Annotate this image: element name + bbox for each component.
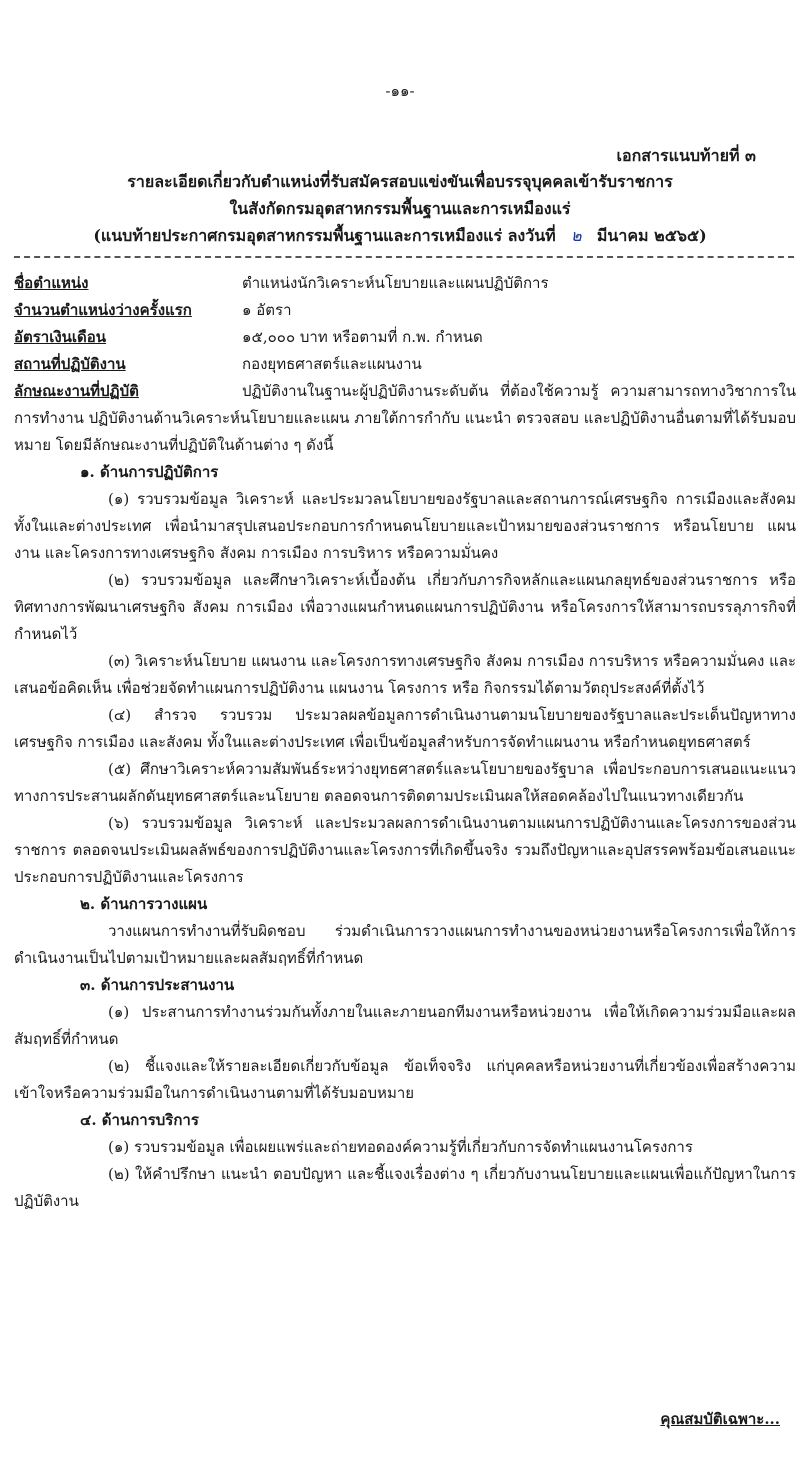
announcement-suffix: มีนาคม ๒๕๖๕)	[596, 226, 707, 245]
list-item: (๑) รวบรวมข้อมูล วิเคราะห์ และประมวลนโยบายของรัฐบาลและสถานการณ์เศรษฐกิจ การเมืองและสังคม ทั้งในและต่างประเทศ เพื่อนำมาสรุปเสนอประกอบการกำหนดนโยบายและเป้าหมายของส่วนราชการ หรือนโยบาย แผนงาน และโครงการทางเศรษฐกิจ สังคม การเมือง การบริหาร หรือความมั่นคง	[14, 490, 796, 562]
list-item: (๔) สำรวจ รวบรวม ประมวลผลข้อมูลการดำเนินงานตามนโยบายของรัฐบาลและประเด็นปัญหาทางเศรษฐกิจ การเมือง และสังคม ทั้งในและต่างประเทศ เพื่อเป็นข้อมูลสำหรับการจัดทำแผนงาน หรือกำหนดยุทธศาสตร์	[14, 706, 796, 751]
list-item: (๖) รวบรวมข้อมูล วิเคราะห์ และประมวลผลการดำเนินงานตามแผนการปฏิบัติงานและโครงการของส่วนราชการ ตลอดจนประเมินผลลัพธ์ของการปฏิบัติงานและโครงการที่เกิดขึ้นจริง รวมถึงปัญหาและอุปสรรคพร้อมข้อเสนอแนะประกอบการปฏิบัติงานและโครงการ	[14, 814, 796, 886]
list-item: วางแผนการทำงานที่รับผิดชอบ ร่วมดำเนินการวางแผนการทำงานของหน่วยงานหรือโครงการเพื่อให้การดำเนินงานเป็นไปตามเป้าหมายและผลสัมฤทธิ์ที่กำหนด	[14, 922, 796, 967]
info-row-salary	[14, 324, 796, 351]
list-item: (๑) ประสานการทำงานร่วมกันทั้งภายในและภายนอกทีมงานหรือหน่วยงาน เพื่อให้เกิดความร่วมมือและผลสัมฤทธิ์ที่กำหนด	[14, 1003, 796, 1048]
duty-label: ลักษณะงานที่ปฏิบัติ	[14, 382, 139, 400]
announcement-day-handwritten: ๒	[571, 226, 582, 245]
document-title	[0, 168, 800, 249]
info-row-vacancies	[14, 297, 796, 324]
section-heading-planning: ๒. ด้านการวางแผน	[80, 895, 208, 913]
info-row-position-name	[14, 270, 796, 297]
info-value: กองยุทธศาสตร์และแผนงาน	[242, 355, 422, 373]
section-heading-operations: ๑. ด้านการปฏิบัติการ	[80, 463, 219, 481]
page-number: -๑๑-	[385, 82, 415, 100]
title-line-2: ในสังกัดกรมอุตสาหกรรมพื้นฐานและการเหมืองแร่	[229, 199, 571, 218]
list-item: (๒) ชี้แจงและให้รายละเอียดเกี่ยวกับข้อมูล ข้อเท็จจริง แก่บุคคลหรือหน่วยงานที่เกี่ยวข้องเพื่อสร้างความเข้าใจหรือความร่วมมือในการดำเนินงานตามที่ได้รับมอบหมาย	[14, 1057, 796, 1102]
info-label: อัตราเงินเดือน	[14, 328, 107, 346]
list-item: (๓) วิเคราะห์นโยบาย แผนงาน และโครงการทางเศรษฐกิจ สังคม การเมือง การบริหาร หรือความมั่นคง และเสนอข้อคิดเห็น เพื่อช่วยจัดทำแผนการปฏิบัติงาน แผนงาน โครงการ หรือ กิจกรรมได้ตามวัตถุประสงค์ที่ตั้งไว้	[14, 652, 796, 697]
list-item: (๒) รวบรวมข้อมูล และศึกษาวิเคราะห์เบื้องต้น เกี่ยวกับภารกิจหลักและแผนกลยุทธ์ของส่วนราชการ หรือทิศทางการพัฒนาเศรษฐกิจ สังคม การเมือง เพื่อวางแผนกำหนดแผนการปฏิบัติงาน หรือโครงการให้สามารถบรรลุภารกิจที่กำหนดไว้	[14, 571, 796, 643]
info-value: ๑๕,๐๐๐ บาท หรือตามที่ ก.พ. กำหนด	[242, 328, 483, 346]
duty-description: ปฏิบัติงานในฐานะผู้ปฏิบัติงานระดับต้น ที่ต้องใช้ความรู้ ความสามารถทางวิชาการในการทำงาน ปฏิบัติงานด้านวิเคราะห์นโยบายและแผน ภายใต้การกำกับ แนะนำ ตรวจสอบ และปฏิบัติงานอื่นตามที่ได้รับมอบหมาย โดยมีลักษณะงานที่ปฏิบัติในด้านต่าง ๆ ดังนี้	[14, 382, 796, 454]
list-item: (๒) ให้คำปรึกษา แนะนำ ตอบปัญหา และชี้แจงเรื่องต่าง ๆ เกี่ยวกับงานนโยบายและแผนเพื่อแก้ปัญหาในการปฏิบัติงาน	[14, 1165, 796, 1210]
section-heading-coordination: ๓. ด้านการประสานงาน	[80, 976, 235, 994]
title-line-1: รายละเอียดเกี่ยวกับตำแหน่งที่รับสมัครสอบแข่งขันเพื่อบรรจุบุคคลเข้ารับราชการ	[127, 172, 673, 191]
info-row-workplace	[14, 351, 796, 378]
announcement-line	[0, 222, 800, 249]
info-label: สถานที่ปฏิบัติงาน	[14, 355, 126, 373]
info-label: ชื่อตำแหน่ง	[14, 274, 89, 292]
info-value: ๑ อัตรา	[242, 301, 292, 319]
next-page-continuation: คุณสมบัติเฉพาะ...	[660, 1410, 780, 1428]
list-item: (๕) ศึกษาวิเคราะห์ความสัมพันธ์ระหว่างยุทธศาสตร์และนโยบายของรัฐบาล เพื่อประกอบการเสนอแนะแนวทางการประสานผลักดันยุทธศาสตร์และนโยบาย ตลอดจนการติดตามประเมินผลให้สอดคล้องไปในแนวทางเดียวกัน	[14, 760, 796, 805]
attachment-label: เอกสารแนบท้ายที่ ๓	[616, 146, 756, 165]
list-item: (๑) รวบรวมข้อมูล เพื่อเผยแพร่และถ่ายทอดองค์ความรู้ที่เกี่ยวกับการจัดทำแผนงานโครงการ	[108, 1138, 693, 1156]
info-label: จำนวนตำแหน่งว่างครั้งแรก	[14, 301, 192, 319]
section-heading-service: ๔. ด้านการบริการ	[80, 1111, 199, 1129]
info-value: ตำแหน่งนักวิเคราะห์นโยบายและแผนปฏิบัติการ	[242, 274, 549, 292]
document-body	[14, 382, 796, 1215]
announcement-prefix: (แนบท้ายประกาศกรมอุตสาหกรรมพื้นฐานและการเหมืองแร่ ลงวันที่	[93, 226, 556, 245]
dashed-divider	[14, 256, 794, 258]
